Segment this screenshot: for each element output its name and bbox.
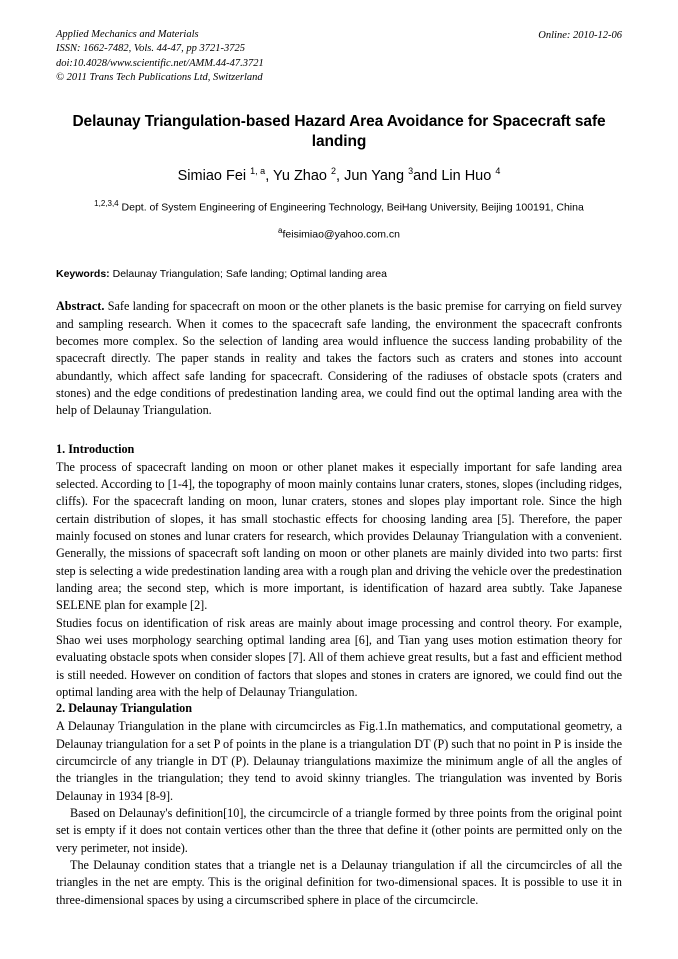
keywords-block (56, 267, 622, 282)
section-2-paragraph-2: Based on Delaunay's definition[10], the circumcircle of a triangle formed by three points from the original point set is empty if it does not contain vertices other than the three that define it (other points are permitted only on the very perimeter, not inside). (56, 805, 622, 855)
abstract-label: Abstract. (56, 299, 105, 314)
page-header (56, 28, 622, 86)
contact-email (56, 226, 622, 241)
author-2-name: , Yu Zhao (265, 167, 332, 184)
copyright-line: © 2011 Trans Tech Publications Ltd, Switzerland (56, 72, 263, 84)
section-2-paragraph-1: A Delaunay Triangulation in the plane with circumcircles as Fig.1.In mathematics, and computational geometry, a Delaunay triangulation for a set P of points in the plane is a triangulation DT (P) such that no point in P is inside the circumcircle of any triangle in DT (P). Delaunay triangulations maximize the minimum angle of all the angles of the triangles in the triangulation; they tend to avoid skinny triangles. The triangulation was invented by Boris Delaunay in 1934 [8-9]. (56, 719, 622, 803)
author-3-marker: 3 (408, 165, 414, 176)
keywords-label: Keywords: (56, 267, 110, 280)
affiliation (56, 198, 622, 216)
author-3-name: , Jun Yang (336, 167, 409, 184)
affiliation-marker: 1,2,3,4 (94, 198, 119, 208)
online-date: Online: 2010-12-06 (538, 30, 622, 41)
keywords-text: Delaunay Triangulation; Safe landing; Optimal landing area (109, 267, 387, 280)
email-marker: a (278, 226, 283, 236)
issn-line: ISSN: 1662-7482, Vols. 44-47, pp 3721-3725 (56, 43, 245, 55)
author-list (56, 166, 622, 186)
section-1-paragraph-2: Studies focus on identification of risk areas are mainly about image processing and control theory. For example, Shao wei uses morphology searching optimal landing area [6], and Tian yang uses motion estimation theory for evaluating obstacle spots when consider slopes [7]. All of them achieve great results, but a fast and efficient method is still needed. However on condition of factors that slopes and stones in craters are ignored, we could find out the optimal landing area with the help of Delaunay Triangulation. (56, 615, 622, 699)
page-title: Delaunay Triangulation-based Hazard Area Avoidance for Spacecraft safe landing (72, 112, 606, 151)
header-left-block (56, 28, 264, 86)
email-text: feisimiao@yahoo.com.cn (282, 228, 400, 241)
abstract-block (56, 298, 622, 419)
abstract-text: Safe landing for spacecraft on moon or the other planets is the basic premise for carrying on field survey and sampling research. When it comes to the spacecraft safe landing, the environment the spacecraft confronts becomes more complex. So the selection of landing area would influence the success landing probability of the spacecraft directly. The paper stands in reality and takes the factors such as craters and stones into account abundantly, which affect safe landing for spacecraft. Considering of the radiuses of obstacle spots (craters and stones) and the edge conditions of predestination landing area, we could find out the optimal landing area with the help of Delaunay Triangulation. (56, 299, 622, 418)
section-1-heading: 1. Introduction (56, 441, 135, 456)
doi-line: doi:10.4028/www.scientific.net/AMM.44-47.3721 (56, 57, 264, 69)
section-2-heading: 2. Delaunay Triangulation (56, 701, 193, 716)
author-2-marker: 2 (331, 165, 337, 176)
section-1-paragraph-1: The process of spacecraft landing on moon or other planet makes it especially important for safe landing area selected. According to [1-4], the topography of moon mainly contains lunar craters, stones, slopes (including ridges, cliffs). For the spacecraft landing on moon, lunar craters, stones and slopes play important role. Since the high certain distribution of slopes, it has small stochastic effects for choosing landing area [5]. Therefore, the paper mainly focused on stones and lunar craters for research, which provides Delaunay Triangulation with a convenient. Generally, the missions of spacecraft soft landing on moon or other planets are mainly divided into two parts: first step is selecting a wide predestination landing area with a rough plan and driving the vehicle over the predestination landing area; the second step, which is more important, is identification of hazard area subtly. Take Japanese SELENE plan for example [2]. (56, 459, 622, 613)
affiliation-text: Dept. of System Engineering of Engineering Technology, BeiHang University, Beijing 100191, China (118, 201, 584, 214)
author-4-name: and Lin Huo (413, 167, 496, 184)
author-1-name: Simiao Fei (177, 167, 251, 184)
journal-name: Applied Mechanics and Materials (56, 29, 199, 40)
author-1-marker: 1, a (250, 165, 266, 176)
section-2-paragraph-3: The Delaunay condition states that a triangle net is a Delaunay triangulation if all the circumcircles of all the triangles in the net are empty. This is the original definition for two-dimensional spaces. It is possible to use it in three-dimensional spaces by using a circumscribed sphere in place of the circumcircle. (56, 857, 622, 907)
author-4-marker: 4 (495, 165, 501, 176)
